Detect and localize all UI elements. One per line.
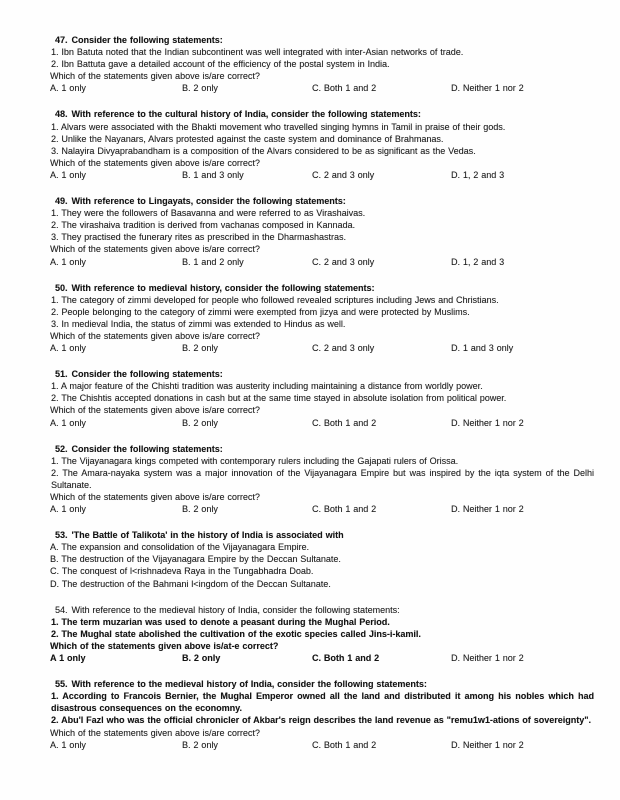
statement-line: 2. The Mughal state abolished the cultivation of the exotic species called Jins-i-kamil. xyxy=(51,628,421,639)
option-c: C. Both 1 and 2 xyxy=(312,83,377,94)
options-row xyxy=(50,169,594,181)
question-title: With reference to the medieval history of India, consider the following statements: xyxy=(71,604,400,615)
question-block xyxy=(50,604,594,664)
question-title: With reference to Lingayats, consider the following statements: xyxy=(71,196,346,207)
option-a: A. 1 only xyxy=(50,739,86,750)
option-b: B. 2 only xyxy=(182,653,221,664)
question-prompt: Which of the statements given above is/at-e correct? xyxy=(50,640,279,651)
question-block xyxy=(50,678,594,751)
statement-line: 1. According to Francois Bernier, the Mughal Emperor owned all the land and distributed it among his nobles which had disastrous consequences on the economny. xyxy=(51,691,594,714)
statement-line: 1. The Vijayanagara kings competed with contemporary rulers including the Gajapati rulers of Orissa. xyxy=(51,455,459,466)
question-block xyxy=(50,195,594,268)
option-d: D. Neither 1 nor 2 xyxy=(451,83,524,94)
question-header xyxy=(50,604,594,616)
option-b: B. 2 only xyxy=(182,343,218,354)
option-a: A. 1 only xyxy=(50,256,86,267)
statement-line: 1. The category of zimmi developed for people who followed revealed scriptures including Jews and Christians. xyxy=(51,294,499,305)
statement-line: 2. The Chishtis accepted donations in cash but at the same time stayed in absolute isolation from political power. xyxy=(51,393,507,404)
statement-line: 3. Nalayira Divyaprabandham is a composition of the Alvars considered to be as significant as the Vedas. xyxy=(51,145,476,156)
option-c: C. 2 and 3 only xyxy=(312,256,375,267)
question-header xyxy=(50,529,594,541)
question-block xyxy=(50,529,594,589)
question-prompt: Which of the statements given above is/are correct? xyxy=(50,727,260,738)
option-c: C. 2 and 3 only xyxy=(312,343,375,354)
option-c: C. Both 1 and 2 xyxy=(312,417,377,428)
statements-list xyxy=(50,690,594,726)
question-prompt: Which of the statements given above is/are correct? xyxy=(50,492,260,502)
question-header xyxy=(50,282,594,294)
question-title: With reference to medieval history, consider the following statements: xyxy=(71,282,375,293)
options-row xyxy=(50,256,594,268)
statement-line: 1. Alvars were associated with the Bhakti movement who travelled singing hymns in Tamil in praise of their gods. xyxy=(51,121,506,132)
option-b: B. 1 and 2 only xyxy=(182,256,244,267)
question-title: Consider the following statements: xyxy=(71,443,223,454)
option-d: D. Neither 1 nor 2 xyxy=(451,417,524,428)
option-a: A. 1 only xyxy=(50,83,86,94)
option-d: D. Neither 1 nor 2 xyxy=(451,739,524,750)
option-a: A. 1 only xyxy=(50,343,86,354)
question-header xyxy=(50,34,594,46)
question-number: 52. xyxy=(55,443,68,454)
statement-line: 2. Ibn Battuta gave a detailed account of the efficiency of the postal system in India. xyxy=(51,59,390,70)
statements-list xyxy=(50,46,594,70)
option-b: B. 2 only xyxy=(182,417,218,428)
question-title: With reference to the cultural history of India, consider the following statements: xyxy=(71,109,421,120)
question-title: With reference to the medieval history of India, consider the following statements: xyxy=(71,679,427,690)
statement-line: 2. Unlike the Nayanars, Alvars protested against the caste system and dominance of Brahmanas. xyxy=(51,133,444,144)
option-b: B. 1 and 3 only xyxy=(182,169,244,180)
option-a: A. The expansion and consolidation of the Vijayanagara Empire. xyxy=(50,542,310,553)
statement-line: 1. The term muzarian was used to denote a peasant during the Mughal Period. xyxy=(51,616,390,627)
option-d: D. Neither 1 nor 2 xyxy=(451,653,524,664)
question-prompt: Which of the statements given above is/are correct? xyxy=(50,157,260,168)
statements-list xyxy=(50,380,594,404)
statement-line: 2. People belonging to the category of zimmi were exempted from jizya and were protected by Muslims. xyxy=(51,306,470,317)
option-a: A 1 only xyxy=(50,653,86,664)
option-b: B. 2 only xyxy=(182,504,218,515)
question-number: 49. xyxy=(55,196,68,207)
options-row xyxy=(50,652,594,664)
question-number: 51. xyxy=(55,369,68,380)
option-b: B. The destruction of the Vijayanagara Empire by the Deccan Sultanate. xyxy=(50,554,341,565)
option-c: C. Both 1 and 2 xyxy=(312,653,380,664)
option-a: A. 1 only xyxy=(50,417,86,428)
option-c: C. Both 1 and 2 xyxy=(312,504,377,515)
question-header xyxy=(50,368,594,380)
question-prompt: Which of the statements given above is/are correct? xyxy=(50,330,260,341)
question-header xyxy=(50,108,594,120)
question-header xyxy=(50,678,594,690)
statement-line: 1. Ibn Batuta noted that the Indian subcontinent was well integrated with inter-Asian networks of trade. xyxy=(51,47,464,58)
question-header xyxy=(50,195,594,207)
options-row xyxy=(50,503,594,515)
option-d: D. The destruction of the Bahmani l<ingdom of the Deccan Sultanate. xyxy=(50,578,331,589)
question-title: Consider the following statements: xyxy=(71,369,223,380)
option-b: B. 2 only xyxy=(182,739,218,750)
statements-list xyxy=(50,294,594,330)
question-title: 'The Battle of Talikota' in the history of India is associated with xyxy=(71,530,344,541)
option-c: C. 2 and 3 only xyxy=(312,169,375,180)
statements-list xyxy=(50,616,594,640)
option-d: D. 1 and 3 only xyxy=(451,343,514,354)
option-d: D. 1, 2 and 3 xyxy=(451,169,505,180)
question-block xyxy=(50,108,594,181)
statements-list xyxy=(50,207,594,243)
option-a: A. 1 only xyxy=(50,169,86,180)
question-number: 55. xyxy=(55,679,68,690)
option-c: C. Both 1 and 2 xyxy=(312,739,377,750)
question-number: 54. xyxy=(55,604,68,615)
option-d: D. 1, 2 and 3 xyxy=(451,256,505,267)
question-prompt: Which of the statements given above is/are correct? xyxy=(50,244,260,255)
question-number: 53. xyxy=(55,530,68,541)
options-row xyxy=(50,342,594,354)
question-number: 47. xyxy=(55,35,68,45)
statement-line: 1. A major feature of the Chishti tradition was austerity including maintaining a distance from worldly power. xyxy=(51,381,483,392)
question-title: Consider the following statements: xyxy=(71,35,223,45)
statement-line: 2. The virashaiva tradition is derived from vachanas composed in Kannada. xyxy=(51,220,356,231)
option-d: D. Neither 1 nor 2 xyxy=(451,504,524,515)
options-row xyxy=(50,541,594,589)
question-block xyxy=(50,282,594,355)
statement-line: 2. Abu'l Fazl who was the official chronicler of Akbar's reign describes the land revenue as "remu1w1-ations of sovereignty". xyxy=(51,715,591,726)
question-prompt: Which of the statements given above is/are correct? xyxy=(50,71,260,82)
statement-line: 2. The Amara-nayaka system was a major innovation of the Vijayanagara Empire but was inspired by the iqta system of the Delhi Sultanate. xyxy=(51,467,594,490)
statements-list xyxy=(50,455,594,491)
option-c: C. The conquest of l<rishnadeva Raya in the Tungabhadra Doab. xyxy=(50,566,314,577)
statement-line: 1. They were the followers of Basavanna and were referred to as Virashaivas. xyxy=(51,208,366,219)
question-block xyxy=(50,368,594,428)
question-number: 48. xyxy=(55,109,68,120)
question-block xyxy=(50,34,594,94)
question-prompt: Which of the statements given above is/are correct? xyxy=(50,405,260,416)
question-header xyxy=(50,443,594,455)
options-row xyxy=(50,82,594,94)
question-number: 50. xyxy=(55,282,68,293)
question-block xyxy=(50,443,594,516)
statement-line: 3. In medieval India, the status of zimmi was extended to Hindus as well. xyxy=(51,318,346,329)
statements-list xyxy=(50,121,594,157)
statement-line: 3. They practised the funerary rites as prescribed in the Dharmashastras. xyxy=(51,232,346,243)
options-row xyxy=(50,417,594,429)
option-a: A. 1 only xyxy=(50,504,86,515)
options-row xyxy=(50,739,594,751)
option-b: B. 2 only xyxy=(182,83,218,94)
